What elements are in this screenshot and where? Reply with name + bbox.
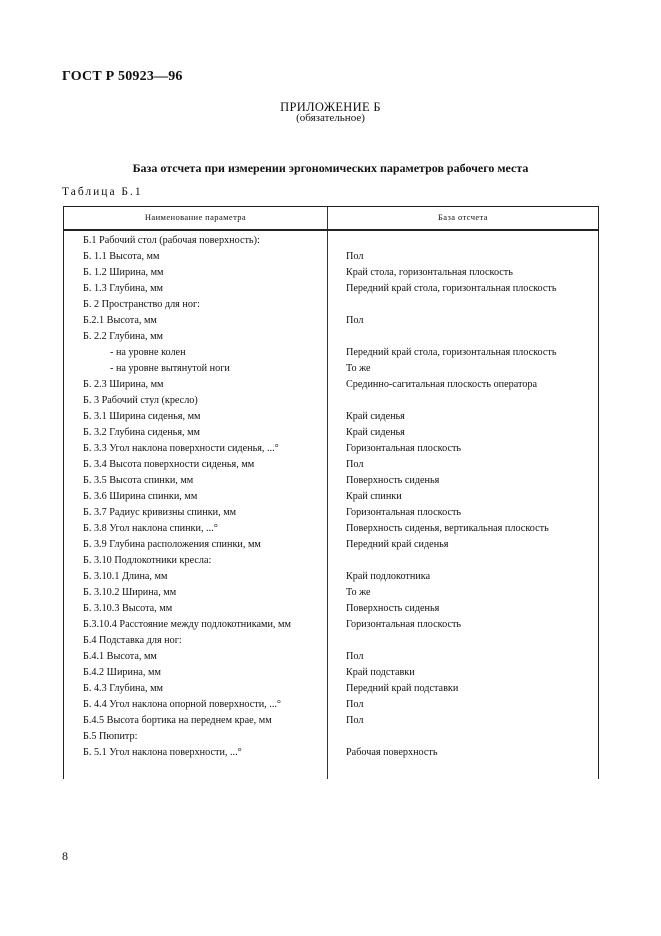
- table-row: [64, 521, 598, 537]
- table-row: [64, 361, 598, 377]
- parameter-cell: Б.4.1 Высота, мм: [83, 651, 157, 662]
- table-row: [64, 537, 598, 553]
- parameter-cell: Б.5 Пюпитр:: [83, 731, 138, 742]
- base-cell: Край стола, горизонтальная плоскость: [346, 267, 513, 278]
- table-row: [64, 601, 598, 617]
- table-row: [64, 457, 598, 473]
- table-row: [64, 425, 598, 441]
- base-cell: То же: [346, 363, 371, 374]
- parameter-cell: Б.4 Подставка для ног:: [83, 635, 182, 646]
- table-row: [64, 473, 598, 489]
- table-row: [64, 553, 598, 569]
- parameter-cell: Б. 4.3 Глубина, мм: [83, 683, 163, 694]
- parameter-cell: Б.4.2 Ширина, мм: [83, 667, 161, 678]
- base-cell: Пол: [346, 699, 364, 710]
- parameter-cell: Б. 1.1 Высота, мм: [83, 251, 160, 262]
- parameter-cell: Б. 3.2 Глубина сиденья, мм: [83, 427, 200, 438]
- base-cell: Пол: [346, 715, 364, 726]
- document-code: ГОСТ Р 50923—96: [62, 69, 183, 84]
- table-row: [64, 569, 598, 585]
- base-cell: Передний край сиденья: [346, 539, 449, 550]
- parameter-cell: Б. 3.10.3 Высота, мм: [83, 603, 173, 614]
- appendix-subtitle: (обязательное): [296, 112, 365, 124]
- table-row: [64, 377, 598, 393]
- base-cell: Пол: [346, 315, 364, 326]
- parameter-cell: Б. 3.4 Высота поверхности сиденья, мм: [83, 459, 255, 470]
- base-cell: Передний край стола, горизонтальная плоскость: [346, 283, 557, 294]
- parameter-cell: Б. 1.3 Глубина, мм: [83, 283, 163, 294]
- parameters-table: [63, 206, 599, 779]
- base-cell: Горизонтальная плоскость: [346, 619, 462, 630]
- base-cell: Передний край подставки: [346, 683, 459, 694]
- base-cell: Поверхность сиденья, вертикальная плоскость: [346, 523, 549, 534]
- base-cell: Поверхность сиденья: [346, 475, 440, 486]
- section-title: База отсчета при измерении эргономических параметров рабочего места: [132, 161, 529, 175]
- base-cell: Пол: [346, 459, 364, 470]
- parameter-cell: Б. 3.8 Угол наклона спинки, ...°: [83, 523, 218, 534]
- table-row: [64, 409, 598, 425]
- base-cell: То же: [346, 587, 371, 598]
- table-row: [64, 649, 598, 665]
- table-row: [64, 745, 598, 761]
- base-cell: Край сиденья: [346, 411, 405, 422]
- table-row: [64, 713, 598, 729]
- parameter-cell: Б. 3.10.1 Длина, мм: [83, 571, 168, 582]
- column-header-base: База отсчета: [438, 212, 488, 222]
- parameter-cell: Б. 3.6 Ширина спинки, мм: [83, 491, 198, 502]
- parameter-cell: Б.2.1 Высота, мм: [83, 315, 157, 326]
- base-cell: Край сиденья: [346, 427, 405, 438]
- base-cell: Горизонтальная плоскость: [346, 507, 462, 518]
- parameter-cell: Б. 3.10.2 Ширина, мм: [83, 587, 177, 598]
- table-row: [64, 633, 598, 649]
- table-row: [64, 329, 598, 345]
- table-row: [64, 281, 598, 297]
- table-label: Таблица Б.1: [62, 186, 143, 198]
- parameter-cell: Б. 2.3 Ширина, мм: [83, 379, 164, 390]
- table-row: [64, 249, 598, 265]
- parameter-cell: Б.1 Рабочий стол (рабочая поверхность):: [83, 235, 260, 246]
- table-row: [64, 313, 598, 329]
- parameter-cell: Б. 5.1 Угол наклона поверхности, ...°: [83, 747, 242, 758]
- table-row: [64, 393, 598, 409]
- base-cell: Рабочая поверхность: [346, 747, 438, 758]
- parameter-cell: Б. 3.9 Глубина расположения спинки, мм: [83, 539, 261, 550]
- table-row: [64, 505, 598, 521]
- column-header-parameter: Наименование параметра: [144, 212, 247, 222]
- table-row: [64, 489, 598, 505]
- table-row: [64, 265, 598, 281]
- base-cell: Срединно-сагитальная плоскость оператора: [346, 379, 538, 390]
- table-row: [64, 665, 598, 681]
- parameter-cell: Б. 3.7 Радиус кривизны спинки, мм: [83, 507, 237, 518]
- parameter-cell: - на уровне колен: [110, 347, 186, 358]
- table-row: [64, 345, 598, 361]
- table-row: [64, 681, 598, 697]
- base-cell: Пол: [346, 651, 364, 662]
- table-row: [64, 233, 598, 249]
- base-cell: Поверхность сиденья: [346, 603, 440, 614]
- parameter-cell: Б. 2.2 Глубина, мм: [83, 331, 163, 342]
- table-row: [64, 585, 598, 601]
- base-cell: Край спинки: [346, 491, 402, 502]
- table-row: [64, 697, 598, 713]
- parameter-cell: Б. 2 Пространство для ног:: [83, 299, 200, 310]
- parameter-cell: Б. 3.1 Ширина сиденья, мм: [83, 411, 201, 422]
- parameter-cell: Б. 3.5 Высота спинки, мм: [83, 475, 194, 486]
- table-row: [64, 441, 598, 457]
- base-cell: Край подлокотника: [346, 571, 431, 582]
- base-cell: Пол: [346, 251, 364, 262]
- parameter-cell: Б.4.5 Высота бортика на переднем крае, мм: [83, 715, 272, 726]
- parameter-cell: - на уровне вытянутой ноги: [110, 363, 230, 374]
- base-cell: Край подставки: [346, 667, 415, 678]
- parameter-cell: Б. 4.4 Угол наклона опорной поверхности, ...°: [83, 699, 281, 710]
- parameter-cell: Б. 1.2 Ширина, мм: [83, 267, 164, 278]
- parameter-cell: Б. 3.3 Угол наклона поверхности сиденья, ...°: [83, 443, 279, 454]
- base-cell: Горизонтальная плоскость: [346, 443, 462, 454]
- parameter-cell: Б.3.10.4 Расстояние между подлокотниками, мм: [83, 619, 291, 630]
- page-number: 8: [62, 849, 68, 863]
- table-row: [64, 297, 598, 313]
- base-cell: Передний край стола, горизонтальная плоскость: [346, 347, 557, 358]
- table-row: [64, 617, 598, 633]
- parameter-cell: Б. 3.10 Подлокотники кресла:: [83, 555, 212, 566]
- table-row: [64, 729, 598, 745]
- appendix-title: ПРИЛОЖЕНИЕ Б: [280, 100, 381, 114]
- parameter-cell: Б. 3 Рабочий стул (кресло): [83, 395, 198, 406]
- header-rule: [64, 229, 598, 231]
